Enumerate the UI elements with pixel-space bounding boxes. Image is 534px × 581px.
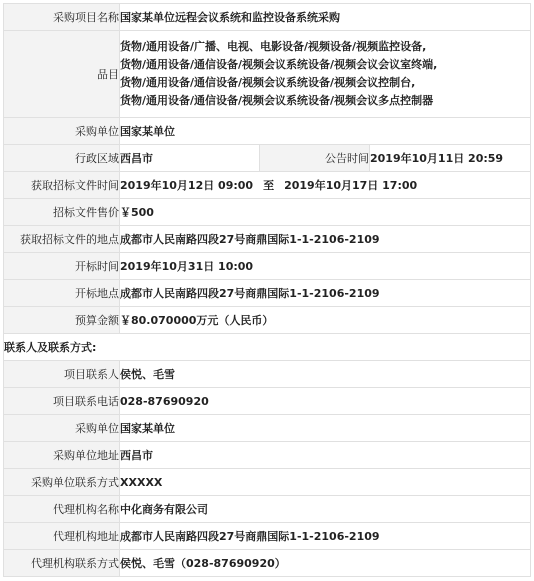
region-label: 行政区域 <box>4 145 120 172</box>
purchaser-address-label: 采购单位地址 <box>4 442 120 469</box>
table-row <box>4 172 531 199</box>
bid-doc-time-value <box>120 172 531 199</box>
table-row <box>4 280 531 307</box>
goods-label: 品目 <box>4 31 120 118</box>
table-row <box>4 226 531 253</box>
doc-location-label: 获取招标文件的地点 <box>4 226 120 253</box>
notice-time-value: 2019年10月11日 20:59 <box>370 145 531 172</box>
opening-time-value: 2019年10月31日 10:00 <box>120 253 531 280</box>
budget-label: 预算金额 <box>4 307 120 334</box>
table-row <box>4 145 531 172</box>
project-name-value: 国家某单位远程会议系统和监控设备系统采购 <box>120 4 531 31</box>
table-row <box>4 415 531 442</box>
table-row <box>4 253 531 280</box>
goods-line: 货物/通用设备/通信设备/视频会议系统设备/视频会议多点控制器 <box>120 94 434 107</box>
purchaser-label: 采购单位 <box>4 415 120 442</box>
table-row <box>4 118 531 145</box>
opening-time-label: 开标时间 <box>4 253 120 280</box>
project-name-label: 采购项目名称 <box>4 4 120 31</box>
agency-name-label: 代理机构名称 <box>4 496 120 523</box>
buyer-value: 国家某单位 <box>120 118 531 145</box>
bid-doc-time-label: 获取招标文件时间 <box>4 172 120 199</box>
purchaser-contact-value: XXXXX <box>120 469 531 496</box>
project-phone-value: 028-87690920 <box>120 388 531 415</box>
table-row <box>4 361 531 388</box>
agency-contact-label: 代理机构联系方式 <box>4 550 120 577</box>
table-row <box>4 550 531 577</box>
goods-value <box>120 31 531 118</box>
agency-address-label: 代理机构地址 <box>4 523 120 550</box>
agency-name-value: 中化商务有限公司 <box>120 496 531 523</box>
table-row <box>4 307 531 334</box>
table-row <box>4 199 531 226</box>
table-row <box>4 4 531 31</box>
doc-price-label: 招标文件售价 <box>4 199 120 226</box>
doc-price-value: ￥500 <box>120 199 531 226</box>
table-row <box>4 442 531 469</box>
buyer-label: 采购单位 <box>4 118 120 145</box>
agency-contact-value: 侯悦、毛雪（028-87690920） <box>120 550 531 577</box>
table-row <box>4 469 531 496</box>
notice-time-label: 公告时间 <box>260 145 370 172</box>
project-phone-label: 项目联系电话 <box>4 388 120 415</box>
contact-section-heading: 联系人及联系方式: <box>4 334 531 361</box>
table-row <box>4 388 531 415</box>
opening-location-value: 成都市人民南路四段27号商鼎国际1-1-2106-2109 <box>120 280 531 307</box>
purchaser-address-value: 西昌市 <box>120 442 531 469</box>
region-value: 西昌市 <box>120 145 260 172</box>
table-row <box>4 334 531 361</box>
purchaser-contact-label: 采购单位联系方式 <box>4 469 120 496</box>
project-contact-label: 项目联系人 <box>4 361 120 388</box>
bid-doc-time-start: 2019年10月12日 09:00 <box>120 179 254 192</box>
table-row <box>4 31 531 118</box>
goods-line: 货物/通用设备/通信设备/视频会议系统设备/视频会议会议室终端, <box>120 58 438 71</box>
budget-value: ￥80.070000万元（人民币） <box>120 307 531 334</box>
bid-doc-time-separator: 至 <box>263 179 275 192</box>
goods-line: 货物/通用设备/广播、电视、电影设备/视频设备/视频监控设备, <box>120 40 427 53</box>
goods-line: 货物/通用设备/通信设备/视频会议系统设备/视频会议控制台, <box>120 76 416 89</box>
table-row <box>4 523 531 550</box>
doc-location-value: 成都市人民南路四段27号商鼎国际1-1-2106-2109 <box>120 226 531 253</box>
bid-doc-time-end: 2019年10月17日 17:00 <box>284 179 418 192</box>
table-row <box>4 496 531 523</box>
project-contact-value: 侯悦、毛雪 <box>120 361 531 388</box>
opening-location-label: 开标地点 <box>4 280 120 307</box>
agency-address-value: 成都市人民南路四段27号商鼎国际1-1-2106-2109 <box>120 523 531 550</box>
purchaser-value: 国家某单位 <box>120 415 531 442</box>
tender-info-table <box>3 3 531 577</box>
